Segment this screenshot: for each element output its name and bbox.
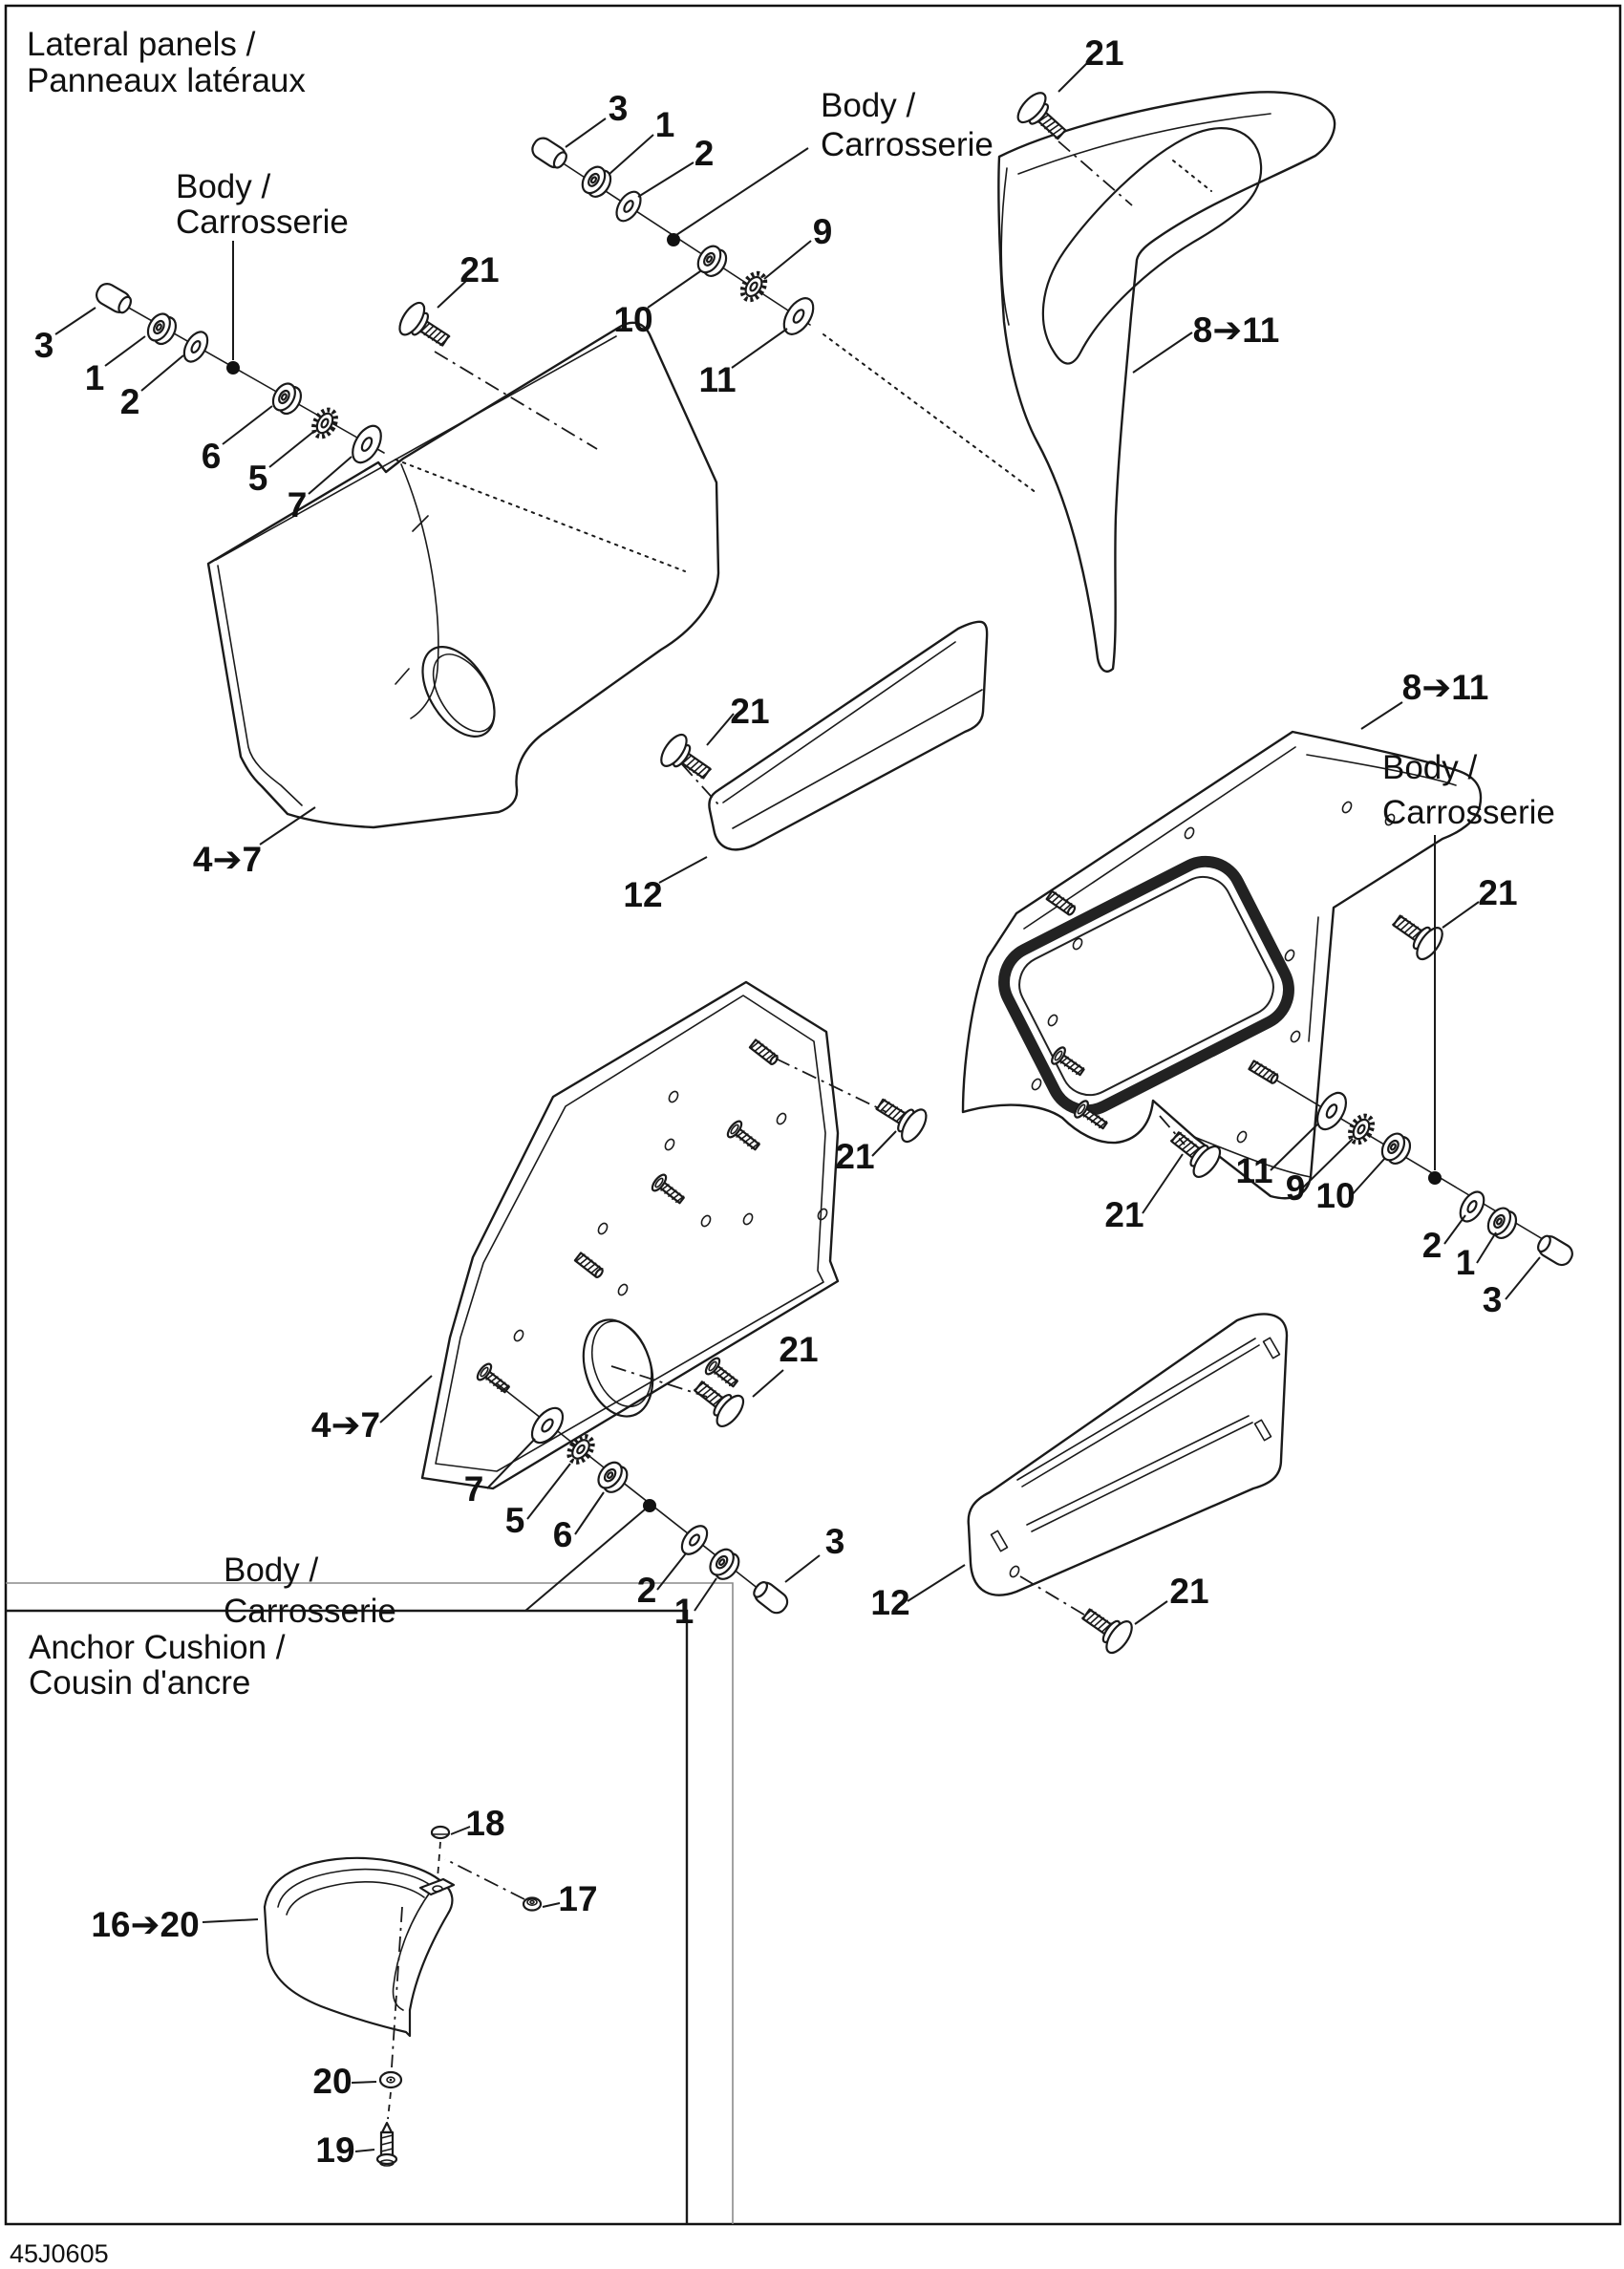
panel-middle: [422, 982, 838, 1488]
nut-1: [578, 162, 615, 201]
body-attachment-dot: [667, 233, 680, 246]
callout-2-bottom: 2: [636, 1571, 657, 1610]
trim-lower: [969, 1314, 1287, 1595]
callout-6-bottom: 6: [552, 1515, 573, 1554]
body-attachment-dot: [226, 361, 240, 375]
callout-5-left: 5: [247, 459, 268, 498]
callout-21-trim-upper: 21: [730, 692, 770, 731]
callout-3-top: 3: [608, 89, 629, 128]
fastener-chain-left: [93, 280, 386, 467]
cap-nut-3: [750, 1578, 791, 1616]
callout-2-top: 2: [694, 134, 715, 173]
callout-21-panel-right-bottom: 21: [1104, 1195, 1144, 1234]
nut-1: [1484, 1204, 1521, 1242]
washer-2: [1456, 1188, 1489, 1225]
body-ref-2-line1: Body /: [821, 87, 916, 124]
page-title-line2: Panneaux latéraux: [27, 62, 306, 99]
lock-washer-9: [737, 269, 769, 304]
screw-21: [1385, 905, 1446, 963]
callout-21-middle-lower: 21: [779, 1330, 819, 1369]
callout-10-top: 10: [613, 300, 653, 339]
callout-1-right: 1: [1455, 1243, 1476, 1282]
callout-7-bottom: 7: [463, 1469, 484, 1509]
body-ref-4-line2: Carrosserie: [224, 1593, 396, 1630]
callout-11-top: 11: [698, 360, 737, 399]
cushion-inner-line2: [287, 1882, 424, 1915]
cap-nut-3: [529, 135, 570, 172]
leader-body-ref-4: [405, 1509, 645, 1611]
screw-19: [377, 2123, 396, 2166]
panel-top-right: [998, 92, 1335, 671]
nut-6: [268, 380, 305, 417]
washer-2: [677, 1521, 713, 1558]
trim-upper: [709, 622, 987, 850]
washer-2: [611, 187, 645, 225]
body-ref-3-line1: Body /: [1382, 749, 1478, 786]
trim-upper-outline: [709, 622, 987, 850]
screw-21: [395, 299, 456, 356]
range-8-11-right: 8➔11: [1401, 668, 1489, 707]
anchor-cushion-inset: [265, 1827, 541, 2166]
screw-axis: [1020, 1576, 1087, 1616]
callout-5-bottom: 5: [504, 1501, 525, 1540]
callout-3-bottom: 3: [824, 1522, 845, 1561]
screw-21: [656, 731, 717, 789]
washer-7: [347, 421, 387, 467]
nut-1: [143, 310, 180, 348]
range-16-20-anchor: 16➔20: [91, 1905, 200, 1944]
callout-11-right: 11: [1235, 1151, 1273, 1190]
cap-nut-3: [93, 280, 134, 316]
chain-axis-hidden: [823, 334, 1036, 493]
callout-3-right: 3: [1482, 1280, 1503, 1319]
body-ref-1-line1: Body /: [176, 168, 271, 205]
callout-21-middle-right: 21: [835, 1137, 875, 1176]
axis-18: [438, 1842, 440, 1878]
callout-6-left: 6: [201, 437, 222, 476]
leaders-range-8-11: [1133, 332, 1402, 729]
callout-19: 19: [315, 2130, 355, 2170]
body-ref-4-line1: Body /: [224, 1552, 319, 1589]
screw-21: [869, 1088, 930, 1145]
callout-2-right: 2: [1421, 1226, 1442, 1265]
callout-21-top-left: 21: [459, 250, 500, 289]
callout-12-trim-upper: 12: [623, 875, 663, 914]
callout-18: 18: [465, 1804, 505, 1843]
callout-21-panel-right-side: 21: [1478, 873, 1518, 912]
chain-axis: [105, 294, 384, 453]
inset-title-line1: Anchor Cushion /: [29, 1629, 286, 1666]
callout-2-left: 2: [119, 382, 140, 421]
callout-1-left: 1: [84, 358, 105, 397]
callout-12-trim-lower: 12: [870, 1583, 910, 1622]
body-attachment-dot: [1428, 1171, 1442, 1185]
lock-washer-5: [310, 406, 340, 440]
callout-21-top-right: 21: [1084, 33, 1124, 73]
panel-top-right-outline: [998, 92, 1335, 671]
washer-20: [380, 2072, 401, 2087]
callout-20: 20: [312, 2062, 353, 2101]
callout-7-left: 7: [287, 485, 308, 524]
axis-19: [388, 2092, 391, 2119]
nut-10: [1378, 1129, 1415, 1167]
body-ref-1-line2: Carrosserie: [176, 203, 349, 241]
range-8-11-top: 8➔11: [1192, 310, 1280, 350]
callout-9-right: 9: [1285, 1168, 1306, 1208]
callout-1-bottom: 1: [673, 1592, 694, 1631]
screw-21: [1075, 1598, 1136, 1657]
callout-17: 17: [558, 1879, 598, 1918]
range-4-7-left: 4➔7: [192, 840, 263, 879]
leaders-range-4-7: [260, 807, 432, 1423]
cushion-front-band: [265, 1907, 410, 2036]
callout-10-right: 10: [1315, 1176, 1356, 1215]
screw-21: [687, 1371, 748, 1430]
cap-18: [432, 1827, 449, 1838]
callout-1-top: 1: [654, 105, 675, 144]
nut-10: [694, 242, 731, 280]
nut-1: [706, 1545, 744, 1583]
leaders-anchor-inset: [203, 1827, 560, 2151]
drawing-code: 45J0605: [10, 2239, 109, 2268]
range-4-7-middle: 4➔7: [310, 1405, 381, 1445]
trim-lower-outline: [969, 1314, 1287, 1595]
body-ref-3-line2: Carrosserie: [1382, 794, 1555, 831]
callout-9-top: 9: [812, 212, 833, 251]
callout-3-left: 3: [33, 326, 54, 365]
inset-title-line2: Cousin d'ancre: [29, 1664, 251, 1702]
washer-2: [180, 328, 212, 365]
axis-17: [445, 1859, 524, 1899]
body-ref-2-line2: Carrosserie: [821, 126, 994, 163]
leaders-top-chain: [566, 118, 811, 368]
callout-21-trim-lower: 21: [1169, 1572, 1209, 1611]
washer-11: [778, 293, 819, 339]
page-title-line1: Lateral panels /: [27, 26, 256, 63]
cushion-inner-line1: [278, 1870, 434, 1907]
nut-17: [524, 1898, 541, 1911]
